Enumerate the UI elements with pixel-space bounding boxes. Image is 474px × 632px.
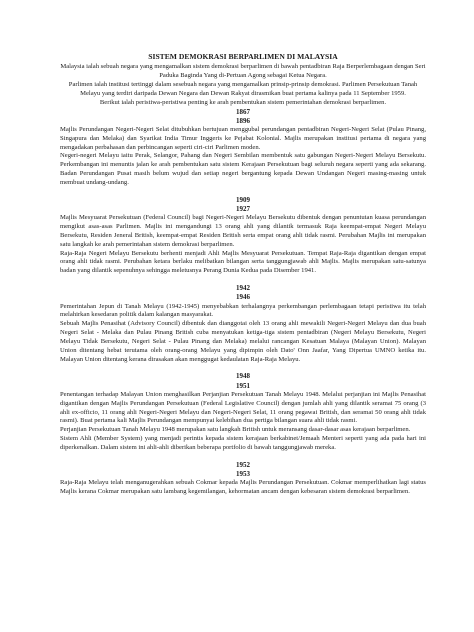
body-paragraph: Pemerintahan Jepun di Tanah Melayu (1942-1945) menyebabkan terhalangnya perkembangan perlembagaan tetapi peristiwa itu telah melahirkan kesedaran politik dalam kalangan masyarakat. bbox=[60, 302, 426, 319]
intro-block bbox=[60, 63, 426, 108]
section-1909-1927 bbox=[60, 196, 426, 276]
section-1867-1896 bbox=[60, 108, 426, 188]
year-heading: 1867 bbox=[236, 107, 250, 116]
intro-paragraph: Parlimen ialah institusi tertinggi dalam sesebuah negara yang mengamalkan prinsip-prinsip demokrasi. Parlimen Persekutuan Tanah Melayu yang terdiri daripada Dewan Negara dan Dewan Rakyat dirasmikan buat pertama kalinya pada 11 September 1959. bbox=[68, 80, 418, 97]
year-heading: 1953 bbox=[236, 469, 250, 478]
body-paragraph: Majlis Mesyuarat Persekutuan (Federal Council) bagi Negeri-Negeri Melayu Bersekutu dibentuk dengan penuntutan kuasa perundangan mengikut asas-asas Parlimen. Majlis ini mengandungi 13 orang ahli yang dilantik termasuk Raja keempat-empat Negeri Melayu Bersekutu, Residen Jeneral British, keempat-empat Residen British serta empat orang ahli tidak rasmi. Perubahan Majlis ini merupakan satu langkah ke arah pemerintahan sistem demokrasi berparlimen. bbox=[60, 214, 426, 248]
body-paragraph: Majlis Perundangan Negeri-Negeri Selat ditubuhkan bertujuan menggubal perundangan pentadbiran Negeri-Negeri Selat (Pulau Pinang, Singapura dan Melaka) dan Syarikat India Timur Inggeris ke Pejabat Kolonial. Majlis merupakan institusi pertama di negara yang mengadakan perbahasan dan perbincangan seperti ciri-ciri Parlimen moden. bbox=[60, 125, 426, 151]
body-paragraph: Penentangan terhadap Malayan Union menghasilkan Perjanjian Persekutuan Tanah Melayu 1948. Melalui perjanjian ini Majlis Penasihat digantikan dengan Majlis Perundangan Persekutuan (Federal Legislative Council) dengan jumlah ahli yang dilantik seramai 75 orang (3 ahli ex-officio, 11 orang ahli Negeri-Negeri Melayu dan Negeri-Negeri Selat, 11 orang pegawai British, dan seramai 50 orang ahli tidak rasmi). Buat pertama kali Majlis Perundangan mempunyai kelebihan dua pertiga bilangan suara ahli tidak rasmi. bbox=[60, 390, 426, 425]
body-paragraph: Perjanjian Persekutuan Tanah Melayu 1948 merupakan satu langkah British untuk meransang dasar-dasar asas kerajaan berparlimen. bbox=[60, 426, 411, 434]
year-heading: 1942 bbox=[236, 284, 250, 293]
intro-paragraph: Malaysia ialah sebuah negara yang mengamalkan sistem demokrasi berparlimen di bawah pentadbiran Raja Berperlembagaan dengan Seri Paduka Baginda Yang di-Pertuan Agong sebagai Ketua Negara. bbox=[60, 63, 426, 79]
section-1942-1946 bbox=[60, 284, 426, 364]
body-paragraph: Sistem Ahli (Member System) yang menjadi perintis kepada sistem kerajaan berkabinet/Jemaah Menteri seperti yang ada pada hari ini diperkenalkan. Dalam sistem ini ahli-ahli diberikan beberapa portfolio di bawah tanggungjawab mereka. bbox=[60, 435, 426, 451]
year-heading: 1952 bbox=[236, 460, 250, 469]
section-1952-1953 bbox=[60, 461, 426, 497]
year-heading: 1927 bbox=[236, 205, 250, 214]
year-heading: 1948 bbox=[236, 372, 250, 381]
year-heading: 1896 bbox=[236, 116, 250, 125]
section-1948-1951 bbox=[60, 372, 426, 452]
body-paragraph: Raja-Raja Negeri Melayu Bersekutu berhenti menjadi Ahli Majlis Mesyuarat Persekutuan. Tempat Raja-Raja digantikan dengan empat orang ahli tidak rasmi. Perubahan ketara berlaku melibatkan bilangan serta tanggungjawab ahli Majlis. Majlis merupakan satu-satunya badan yang dilantik sepenuhnya sehingga meletusnya Perang Dunia Kedua pada Disember 1941. bbox=[60, 249, 426, 275]
year-heading: 1951 bbox=[236, 381, 250, 390]
year-heading: 1946 bbox=[236, 293, 250, 302]
intro-paragraph: Berikut ialah peristiwa-peristiwa penting ke arah pembentukan sistem pemerintahan demokrasi berparlimen. bbox=[99, 98, 387, 106]
body-paragraph: Raja-Raja Melayu telah menganugerahkan sebuah Cokmar kepada Majlis Perundangan Persekutuan. Cokmar memperlihatkan lagi status Majlis kerana Cokmar merupakan satu lambang kegemilangan, kehormatan ancam dengan kebesaran sistem demokrasi berparlimen. bbox=[60, 479, 426, 496]
body-paragraph: Sebuah Majlis Penasihat (Advisory Council) dibentuk dan dianggotai oleh 13 orang ahli mewakili Negeri-Negeri Melayu dan dua buah Negeri Selat - Melaka dan Pulau Pinang British cuba menyatukan ketiga-tiga sistem pentadbiran (Negeri Melayu Bersekutu, Negeri Melayu Tidak Bersekutu, Negeri Selat - Pulau Pinang dan Melaka) melalui rancangan Kesatuan Malaya (Malayan Union). Malayan Union ditentang hebat terutama oleh orang-orang Melayu yang dipimpin oleh Dato' Onn Jaafar, Yang Dipertua UMNO ketika itu. Malayan Union ditentang kerana dirasakan akan menggugat kedaulatan Raja-Raja Melayu. bbox=[60, 320, 426, 363]
document-title: SISTEM DEMOKRASI BERPARLIMEN DI MALAYSIA bbox=[148, 52, 338, 61]
body-paragraph: Negeri-negeri Melayu iaitu Perak, Selangor, Pahang dan Negeri Sembilan membentuk satu gabungan Negeri-Negeri Melayu Bersekutu. Perkembangan ini menuntis jalan ke arah pembentukan satu sistem Kerajaan Persekutuan bagi seluruh negara seperti yang ada sekarang. Badan Perundangan Pusat masih belum wujud dan setiap negeri bergantung kepada Dewan Undangan Negeri masing-masing untuk membuat undang-undang. bbox=[60, 152, 426, 186]
year-heading: 1909 bbox=[236, 195, 250, 204]
